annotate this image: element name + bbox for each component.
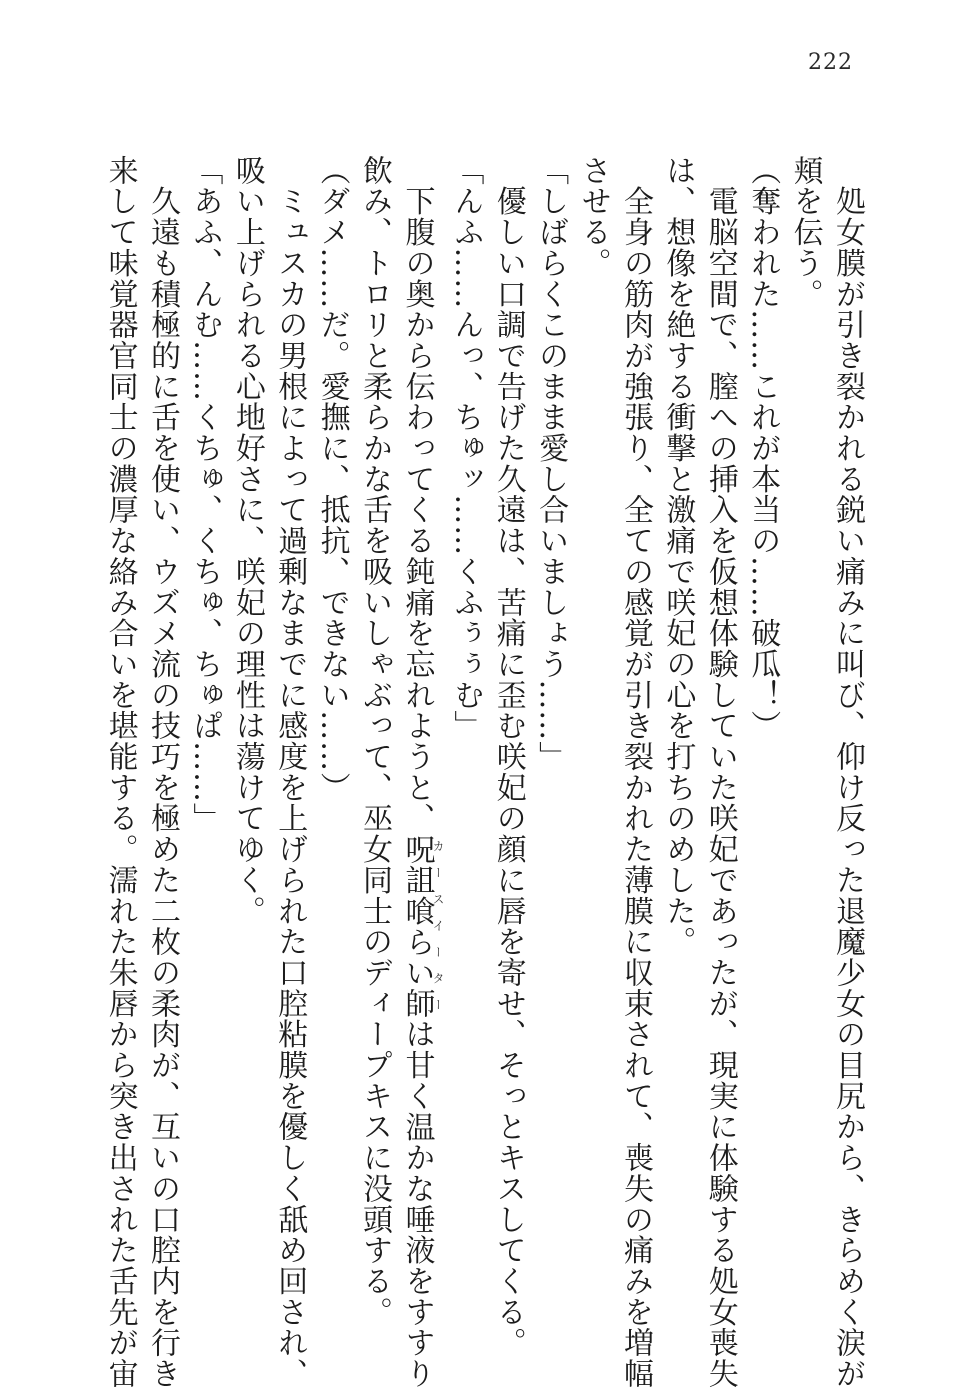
text-line: 全身の筋肉が強張り、全ての感覚が引き裂かれた薄膜に収束されて、喪失の痛みを増幅	[617, 155, 653, 1389]
ruby-base: 呪詛喰らい師	[399, 833, 435, 1019]
text-line: 頬を伝う。	[787, 155, 823, 310]
text-line: 来して味覚器官同士の濃厚な絡み合いを堪能する。濡れた朱唇から突き出された舌先が宙	[102, 155, 138, 1389]
text-line: させる。	[575, 155, 611, 279]
text-line: 「んふ……んっ、ちゅッ……くふぅぅむ」	[448, 155, 484, 742]
text-line: 「あふ、んむ……くちゅ、くちゅ、ちゅぱ……」	[187, 155, 223, 834]
text-line: （奪われた……これが本当の……破瓜！）	[745, 155, 781, 742]
text-line: 久遠も積極的に舌を使い、ウズメ流の技巧を極めた二枚の柔肉が、互いの口腔内を行き	[145, 155, 180, 1389]
text-line-with-ruby	[395, 155, 445, 1389]
text-line: 吸い上げられる心地好さに、咲妃の理性は蕩けてゆく。	[229, 155, 265, 927]
text-line: 優しい口調で告げた久遠は、苦痛に歪む咲妃の顔に唇を寄せ、そっとキスしてくる。	[490, 155, 526, 1359]
text-line: 飲み、トロリと柔らかな舌を吸いしゃぶって、巫女同士のディープキスに没頭する。	[357, 155, 393, 1328]
ruby-reading: カースイーター	[430, 833, 445, 1019]
text-line: 処女膜が引き裂かれる鋭い痛みに叫び、仰け反った退魔少女の目尻から、きらめく涙が	[830, 155, 865, 1389]
text-line: は、想像を絶する衝撃と激痛で咲妃の心を打ちのめした。	[660, 155, 696, 958]
body-text	[98, 155, 868, 1389]
text-segment: は甘く温かな唾液をすすり	[399, 1018, 435, 1389]
text-line: 「しばらくこのまま愛し合いましょう……」	[533, 155, 569, 772]
text-segment: 下腹の奥から伝わってくる鈍痛を忘れようと、	[399, 155, 435, 834]
text-line: ミュスカの男根によって過剰なまでに感度を上げられた口腔粘膜を優しく舐め回され、	[272, 155, 308, 1389]
text-line: （ダメ……だ。愛撫に、抵抗、できない……）	[314, 155, 350, 803]
page-number: 222	[808, 50, 853, 75]
ruby-annotation	[399, 833, 445, 1019]
text-line: 電脳空間で、膣への挿入を仮想体験していた咲妃であったが、現実に体験する処女喪失	[702, 155, 738, 1389]
